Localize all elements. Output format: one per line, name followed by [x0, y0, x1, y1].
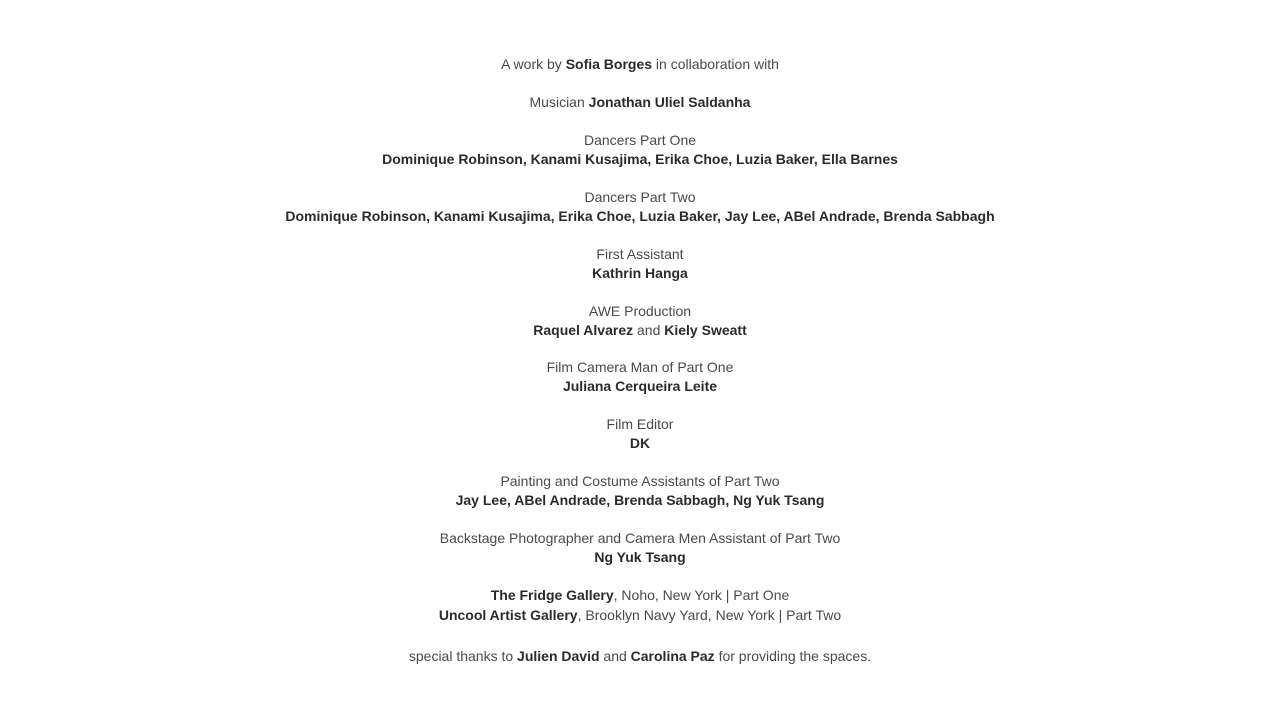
film-editor-name: DK — [629, 435, 651, 451]
thanks-suffix: for providing the spaces. — [714, 648, 872, 664]
venue-1-detail: , Noho, New York | Part One — [613, 587, 790, 603]
thanks-name-1: Julien David — [517, 648, 600, 664]
musician-label: Musician — [529, 94, 589, 110]
awe-production-label: AWE Production — [588, 303, 692, 319]
thanks-prefix: special thanks to — [408, 648, 518, 664]
thanks-line — [0, 647, 1280, 666]
backstage-label: Backstage Photographer and Camera Men Assistant of Part Two — [439, 530, 841, 546]
backstage-name: Ng Yuk Tsang — [594, 549, 686, 565]
artist-name: Sofia Borges — [565, 56, 653, 72]
venue-2-name: Uncool Artist Gallery — [438, 607, 578, 623]
first-assistant-name: Kathrin Hanga — [592, 265, 688, 281]
film-camera-label: Film Camera Man of Part One — [546, 359, 734, 375]
dancers-part-one-names: Dominique Robinson, Kanami Kusajima, Erika Choe, Luzia Baker, Ella Barnes — [382, 151, 898, 167]
venue-1-name: The Fridge Gallery — [490, 587, 614, 603]
intro-line — [0, 55, 1280, 74]
awe-production-and: and — [633, 322, 665, 338]
thanks-and: and — [599, 648, 631, 664]
venue-2-detail: , Brooklyn Navy Yard, New York | Part Two — [577, 607, 842, 623]
thanks-name-2: Carolina Paz — [630, 648, 715, 664]
film-camera-name: Juliana Cerqueira Leite — [562, 378, 718, 394]
dancers-part-two-names: Dominique Robinson, Kanami Kusajima, Erika Choe, Luzia Baker, Jay Lee, ABel Andrade, Brenda Sabbagh — [285, 208, 995, 224]
awe-production-name-2: Kiely Sweatt — [664, 322, 747, 338]
venue-part-one — [0, 586, 1280, 605]
painting-costume-label: Painting and Costume Assistants of Part Two — [500, 473, 780, 489]
musician-name: Jonathan Uliel Saldanha — [588, 94, 751, 110]
dancers-part-two-label: Dancers Part Two — [584, 189, 696, 205]
intro-prefix: A work by — [501, 56, 566, 72]
film-editor-label: Film Editor — [606, 416, 674, 432]
awe-production-name-1: Raquel Alvarez — [533, 322, 634, 338]
intro-suffix: in collaboration with — [652, 56, 779, 72]
first-assistant-label: First Assistant — [596, 246, 684, 262]
painting-costume-names: Jay Lee, ABel Andrade, Brenda Sabbagh, Ng Yuk Tsang — [455, 492, 825, 508]
dancers-part-one-label: Dancers Part One — [583, 132, 697, 148]
venue-part-two — [0, 606, 1280, 625]
musician-line — [0, 93, 1280, 112]
awe-production-names — [0, 321, 1280, 340]
